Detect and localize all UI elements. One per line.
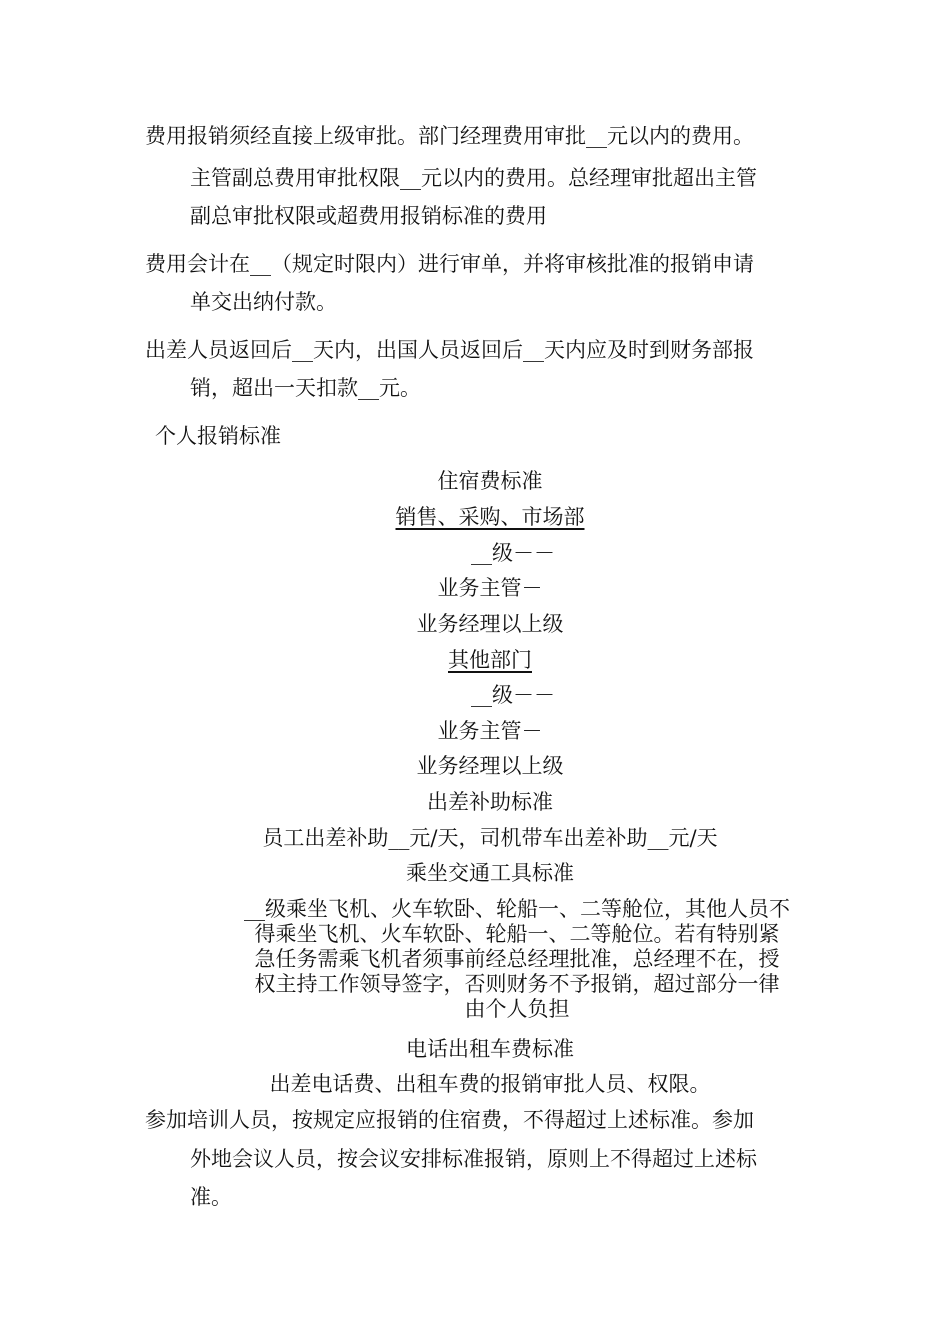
allowance-title: 出差补助标准 xyxy=(427,790,553,814)
lodging-dept-other-row-3: 业务经理以上级 xyxy=(416,754,564,778)
lodging-dept-other-row-2: 业务主管－ xyxy=(437,719,543,743)
return-paragraph-line-2: 销，超出一天扣款__元。 xyxy=(190,376,421,400)
transport-text-line-2: 得乘坐飞机、火车软卧、轮船一、二等舱位。若有特别紧 xyxy=(254,922,780,946)
return-paragraph-line-1: 出差人员返回后__天内，出国人员返回后__天内应及时到财务部报 xyxy=(145,338,754,362)
review-paragraph-line-1: 费用会计在__（规定时限内）进行审单，并将审核批准的报销申请 xyxy=(145,252,754,276)
transport-text-line-5: 由个人负担 xyxy=(464,997,570,1021)
transport-text xyxy=(222,897,812,1022)
training-paragraph-line-1: 参加培训人员，按规定应报销的住宿费，不得超过上述标准。参加 xyxy=(145,1108,754,1132)
approval-paragraph-line-1: 费用报销须经直接上级审批。部门经理费用审批__元以内的费用。 xyxy=(145,124,754,148)
lodging-dept-other-row-1: __级－－ xyxy=(471,683,555,707)
transport-text-line-4: 权主持工作领导签字，否则财务不予报销，超过部分一律 xyxy=(254,972,780,996)
review-paragraph-line-2: 单交出纳付款。 xyxy=(190,290,337,314)
allowance-text: 员工出差补助__元/天，司机带车出差补助__元/天 xyxy=(262,826,718,850)
training-paragraph-line-2: 外地会议人员，按会议安排标准报销，原则上不得超过上述标 xyxy=(190,1147,757,1171)
approval-paragraph-line-2: 主管副总费用审批权限__元以内的费用。总经理审批超出主管 xyxy=(190,166,757,190)
phone-taxi-text: 出差电话费、出租车费的报销审批人员、权限。 xyxy=(269,1072,711,1096)
lodging-title: 住宿费标准 xyxy=(437,469,543,493)
lodging-dept-sales-row-3: 业务经理以上级 xyxy=(416,612,564,636)
transport-title: 乘坐交通工具标准 xyxy=(406,861,574,885)
training-paragraph-line-3: 准。 xyxy=(190,1185,232,1209)
transport-text-line-3: 急任务需乘飞机者须事前经总经理批准，总经理不在，授 xyxy=(254,947,780,971)
phone-taxi-title: 电话出租车费标准 xyxy=(406,1037,574,1061)
lodging-dept-sales-row-1: __级－－ xyxy=(471,541,555,565)
lodging-dept-sales: 销售、采购、市场部 xyxy=(395,505,585,529)
approval-paragraph-line-3: 副总审批权限或超费用报销标准的费用 xyxy=(190,204,547,228)
lodging-dept-other: 其他部门 xyxy=(448,648,532,672)
section-heading: 个人报销标准 xyxy=(155,424,281,448)
lodging-dept-sales-row-2: 业务主管－ xyxy=(437,576,543,600)
transport-text-line-1: __级乘坐飞机、火车软卧、轮船一、二等舱位，其他人员不 xyxy=(244,897,790,921)
